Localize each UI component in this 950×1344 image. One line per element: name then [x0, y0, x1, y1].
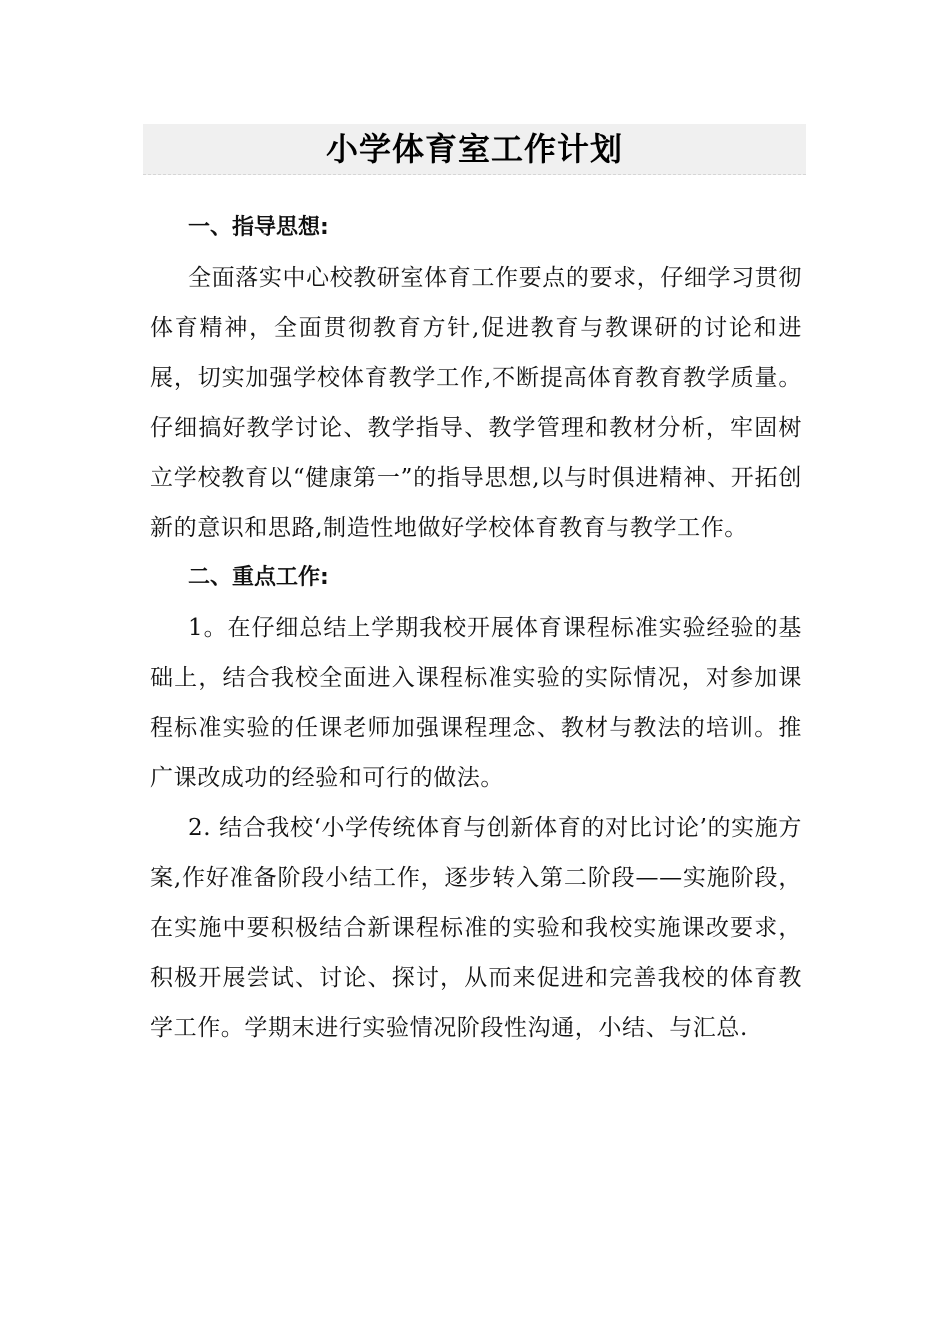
section-heading: 二、重点工作:: [188, 565, 329, 590]
paragraph: 1。在仔细总结上学期我校开展体育课程标准实验经验的基础上，结合我校全面进入课程标准实验的实际情况，对参加课程标准实验的任课老师加强课程理念、教材与教法的培训。推广课改成功的经验和可行的做法。: [150, 615, 802, 791]
paragraph: 2. 结合我校‘小学传统体育与创新体育的对比讨论’的实施方案,作好准备阶段小结工作，逐步转入第二阶段——实施阶段，在实施中要积极结合新课程标准的实验和我校实施课改要求，积极开展尝试、讨论、探讨，从而来促进和完善我校的体育教学工作。学期末进行实验情况阶段性沟通，小结、与汇总.: [150, 815, 802, 1041]
section-guiding-thought: [150, 203, 802, 553]
title-bar: [143, 124, 806, 175]
document-body: [150, 203, 802, 1053]
paragraph: 全面落实中心校教研室体育工作要点的要求，仔细学习贯彻体育精神，全面贯彻教育方针,促进教育与教课研的讨论和进展，切实加强学校体育教学工作,不断提高体育教育教学质量。仔细搞好教学讨论、教学指导、教学管理和教材分析，牢固树立学校教育以“健康第一”的指导思想,以与时俱进精神、开拓创新的意识和思路,制造性地做好学校体育教育与教学工作。: [150, 265, 802, 541]
document-title: 小学体育室工作计划: [325, 130, 623, 168]
section-key-work: [150, 553, 802, 1053]
section-heading: 一、指导思想:: [188, 215, 329, 240]
